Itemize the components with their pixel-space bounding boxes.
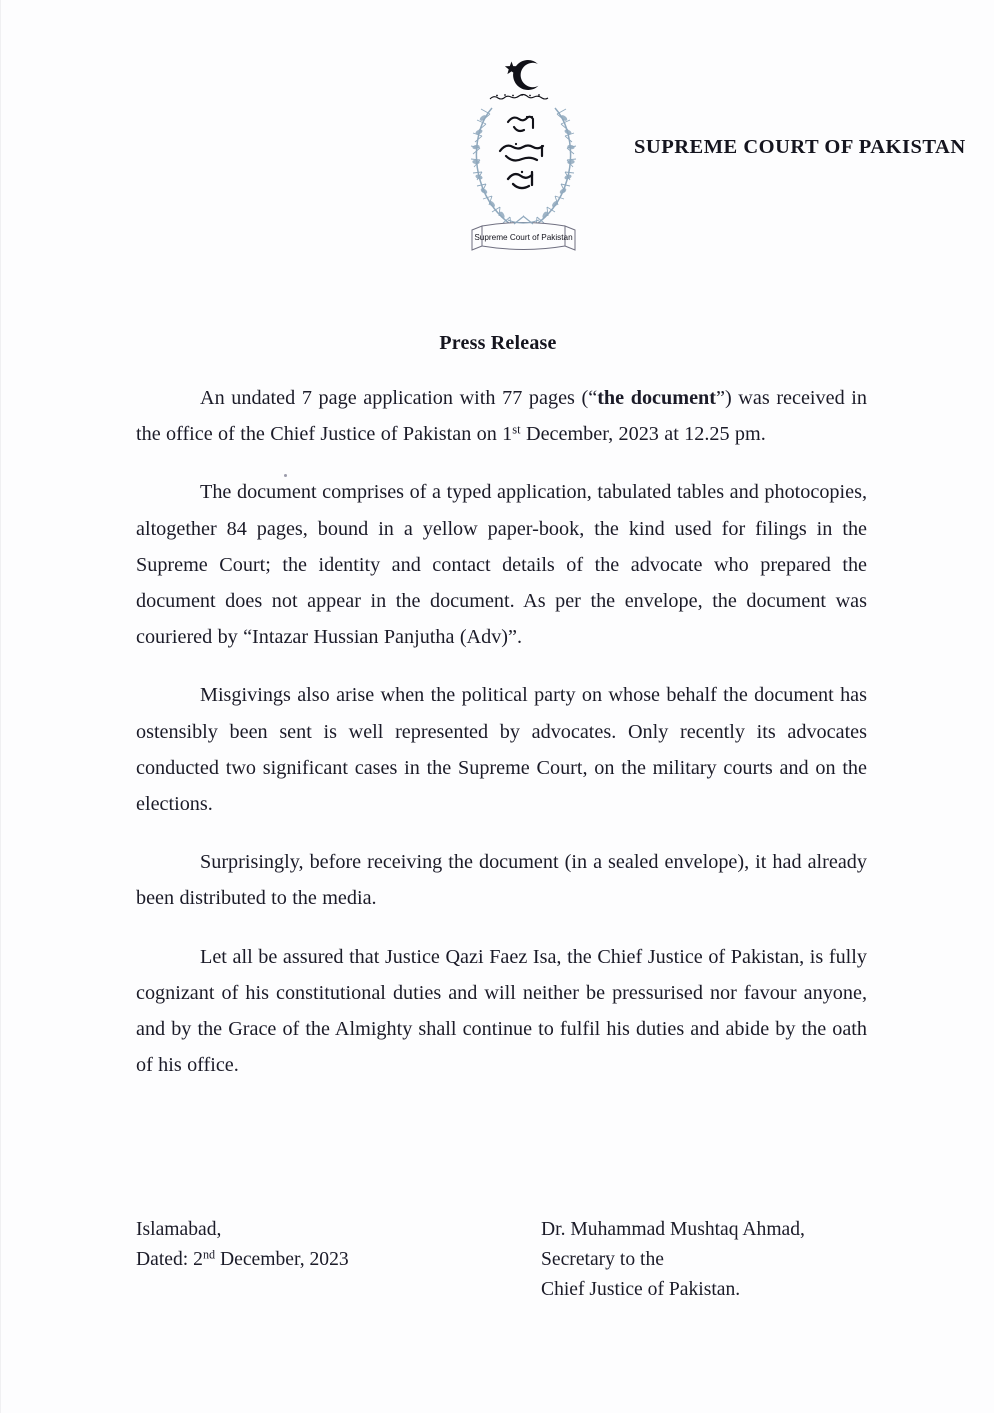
date-line [136, 1245, 541, 1275]
ribbon-banner [472, 223, 575, 251]
date-label: Dated: 2 [136, 1249, 203, 1270]
paragraph-4: Surprisingly, before receiving the document (in a sealed envelope), it had already been distributed to the media. [136, 851, 867, 910]
place-and-date [136, 1215, 541, 1305]
date-ordinal-suffix: nd [202, 1247, 216, 1262]
signatory-designation-line-2: Chief Justice of Pakistan. [541, 1279, 741, 1300]
paragraph-2: The document comprises of a typed application, tabulated tables and photocopies, altogether 84 pages, bound in a yellow paper-book, the kind used for filings in the Supreme Court; the identity and contact details of the advocate who prepared the document does not appear in the document. As per the envelope, the document was couriered by “Intazar Hussian Panjutha (Adv)”. [136, 481, 867, 649]
signatory-designation-line-1: Secretary to the [541, 1249, 664, 1270]
supreme-court-of-pakistan-emblem [456, 52, 591, 257]
crescent-star-icon [505, 60, 539, 90]
signature-block [136, 1215, 896, 1305]
organization-title: SUPREME COURT OF PAKISTAN [634, 136, 966, 158]
signatory [541, 1215, 805, 1305]
signatory-name: Dr. Muhammad Mushtaq Ahmad, [541, 1219, 805, 1240]
place-line: Islamabad, [136, 1219, 222, 1240]
scan-artifact-speck [284, 474, 287, 477]
urdu-motto [500, 116, 543, 188]
page-title: Press Release [439, 332, 557, 354]
date-rest: December, 2023 [215, 1249, 349, 1270]
paragraph-3: Misgivings also arise when the political party on whose behalf the document has ostensibly been sent is well represented by advocates. Only recently its advocates conducted two significant cases in the Supreme Court, on the military courts and on the elections. [136, 684, 867, 816]
bismillah-text [490, 94, 548, 99]
paragraph-5: Let all be assured that Justice Qazi Faez Isa, the Chief Justice of Pakistan, is fully cognizant of his constitutional duties and will neither be pressurised nor favour anyone, and by the Grace of the Almighty shall continue to fulfil his duties and abide by the oath of his office. [136, 945, 867, 1077]
paragraph-1: An undated 7 page application with 77 pages (“the document”) was received in the office of the Chief Justice of Pakistan on 1st December, 2023 at 12.25 pm. [136, 387, 868, 446]
laurel-wreath [471, 108, 576, 228]
letterhead [1, 52, 994, 257]
ribbon-label: Supreme Court of Pakistan [474, 233, 573, 242]
press-release-body [136, 380, 867, 1083]
